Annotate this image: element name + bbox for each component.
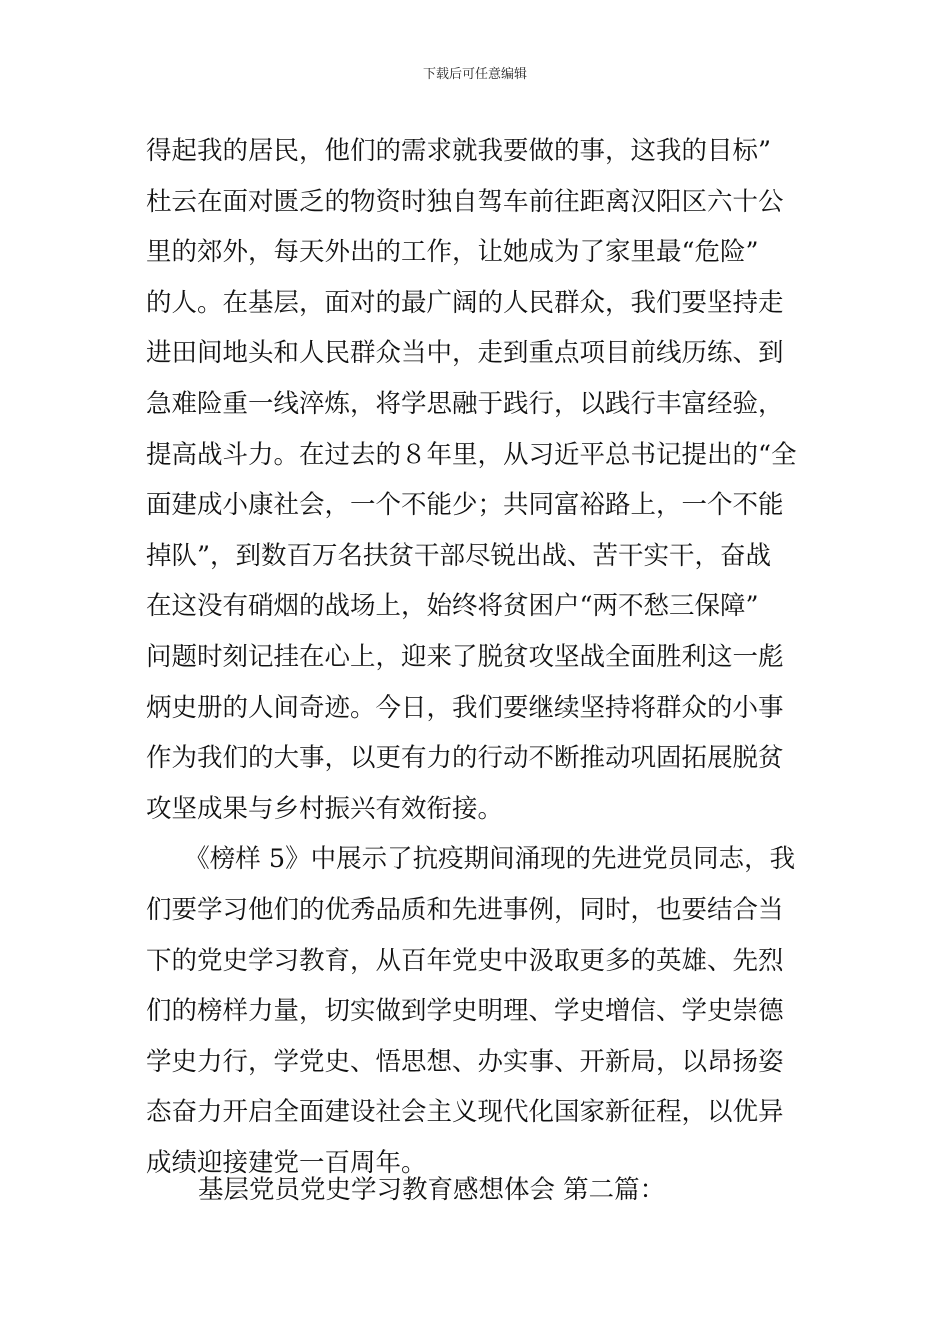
- body-text: [146, 126, 810, 1188]
- text-line: 炳史册的人间奇迹。今日，我们要继续坚持将群众的小事: [146, 692, 784, 723]
- text-line: 下的党史学习教育，从百年党史中汲取更多的英雄、先烈: [146, 945, 784, 976]
- text-line: 成绩迎接建党一百周年。: [146, 1147, 427, 1178]
- text-line: 问题时刻记挂在心上，迎来了脱贫攻坚战全面胜利这一彪: [146, 641, 784, 672]
- text-line: 攻坚成果与乡村振兴有效衔接。: [146, 793, 504, 824]
- text-line: 急难险重一线淬炼，将学思融于践行，以践行丰富经验，: [146, 388, 784, 419]
- text-line: 提高战斗力。在过去的８年里，从习近平总书记提出的“全: [146, 439, 797, 470]
- text-line: 《榜样 5》中展示了抗疫期间涌现的先进党员同志，我: [146, 844, 796, 875]
- text-line: 进田间地头和人民群众当中，走到重点项目前线历练、到: [146, 338, 784, 369]
- text-line: 作为我们的大事，以更有力的行动不断推动巩固拓展脱贫: [146, 743, 784, 774]
- section-heading: 基层党员党史学习教育感想体会 第二篇：: [198, 1175, 666, 1205]
- text-line: 掉队”，到数百万名扶贫干部尽锐出战、苦干实干，奋战: [146, 540, 772, 571]
- text-line: 里的郊外，每天外出的工作，让她成为了家里最“危险”: [146, 237, 759, 268]
- text-line: 们的榜样力量，切实做到学史明理、学史增信、学史崇德: [146, 996, 784, 1027]
- text-line: 的人。在基层，面对的最广阔的人民群众，我们要坚持走: [146, 287, 784, 318]
- text-line: 在这没有硝烟的战场上，始终将贫困户“两不愁三保障”: [146, 591, 759, 622]
- text-line: 得起我的居民，他们的需求就我要做的事，这我的目标”: [146, 136, 772, 166]
- page-header: 下载后可任意编辑: [422, 67, 527, 82]
- text-line: 杜云在面对匮乏的物资时独自驾车前往距离汉阳区六十公: [146, 186, 784, 217]
- text-line: 态奋力开启全面建设社会主义现代化国家新征程，以优异: [146, 1097, 784, 1128]
- text-line: 学史力行，学党史、悟思想、办实事、开新局，以昂扬姿: [146, 1046, 784, 1077]
- text-line: 们要学习他们的优秀品质和先进事例，同时，也要结合当: [146, 894, 784, 925]
- text-line: 面建成小康社会，一个不能少；共同富裕路上，一个不能: [146, 490, 784, 521]
